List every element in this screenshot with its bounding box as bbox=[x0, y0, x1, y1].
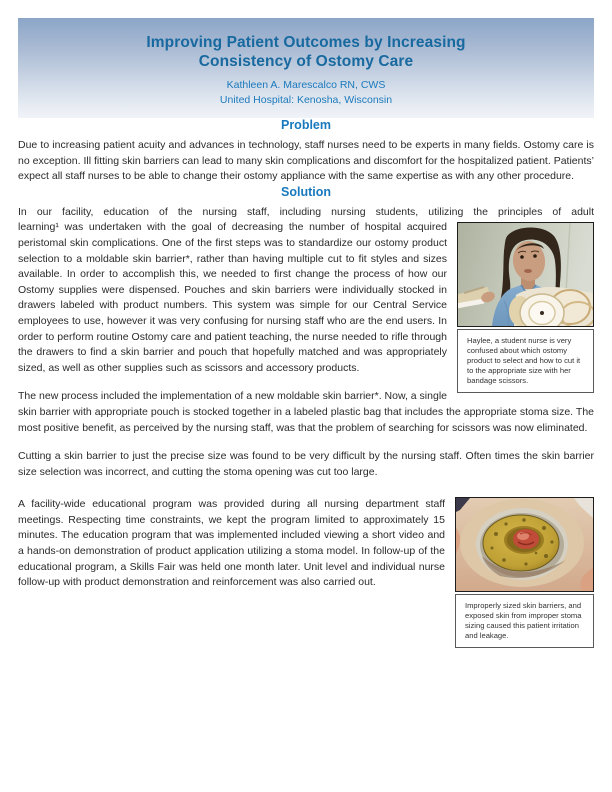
solution-paragraph-1 bbox=[18, 220, 594, 385]
solution-paragraph-4 bbox=[18, 497, 594, 640]
header-banner bbox=[18, 18, 594, 118]
solution-heading: Solution bbox=[281, 184, 331, 199]
solution-paragraph-4-text: A facility-wide educational program was provided during all nursing department staff meetings. Respecting time constraints, we kept the program limited to approximately 15 minutes. The education program that was implemented included viewing a short video and a hands-on demonstration of product application utilizing a stoma model. In follow-up of the educational program, a Skills Fair was held one month later. Unit level and individual nurse follow-up with product demonstration and reinforcement was also carried out. bbox=[18, 498, 445, 589]
poster-title-line1: Improving Patient Outcomes by Increasing bbox=[146, 34, 466, 51]
poster-body bbox=[18, 118, 594, 652]
figure-stoma bbox=[455, 497, 594, 648]
problem-paragraph: Due to increasing patient acuity and advances in technology, staff nurses need to be experts in many fields. Ostomy care is no exception. Ill fitting skin barriers can lead to many skin complications and discomfort for the hospitalized patient. Patients’ expect all staff nurses to be able to change their ostomy appliance with the same expertise as with any other procedure. bbox=[18, 139, 594, 183]
byline bbox=[18, 78, 594, 108]
author-affiliation: United Hospital: Kenosha, Wisconsin bbox=[219, 94, 393, 106]
solution-paragraph-2: The new process included the implementation of a new moldable skin barrier*. Now, a single skin barrier with appropriate pouch is stocked together in a labeled plastic bag that includes the appropriate stoma size. The most positive benefit, as perceived by the nursing staff, was that the problem of searching for scissors was now eliminated. bbox=[18, 390, 594, 434]
poster-title-line2: Consistency of Ostomy Care bbox=[198, 53, 414, 70]
stoma-photo bbox=[455, 497, 594, 592]
author-name: Kathleen A. Marescalco RN, CWS bbox=[226, 79, 386, 91]
student-nurse-photo bbox=[457, 222, 594, 327]
solution-paragraph-1-text: learning¹ was undertaken with the goal of decreasing the number of hospital acquired peristomal skin complications. One of the first steps was to standardize our ostomy product selection to a moldable skin barrier*, rather than having multiple cut to fit styles and sizes available. In order to accomplish this, we needed to first change the process of how our Ostomy supplies were dispensed. Pouches and skin barriers were individually stocked in drawers labeled with product numbers. This system was simple for our Central Service employees to use, however it was very confusing for nursing staff who are the end users. In order to perform routine Ostomy care and patient teaching, the nurse needed to rifle through the drawers to find a skin barrier and pouch that hopefully matched and was appropriately sized, as well as other supplies such as scissors and accessory products. bbox=[18, 221, 447, 374]
problem-heading: Problem bbox=[280, 118, 331, 132]
solution-paragraph-3: Cutting a skin barrier to just the precise size was found to be very difficult by the nursing staff. Often times the skin barrier size selection was incorrect, and cutting the stoma opening was cut too large. bbox=[18, 450, 594, 478]
figure-student-nurse bbox=[457, 222, 594, 393]
solution-paragraph-1-lead: In our facility, education of the nursing staff, including nursing students, utilizing the principles of adult bbox=[18, 205, 594, 218]
poster-title bbox=[18, 18, 594, 71]
student-nurse-caption: Haylee, a student nurse is very confused about which ostomy product to select and how to cut it to the appropriate size with her bandage scissors. bbox=[457, 329, 594, 393]
stoma-caption: Improperly sized skin barriers, and exposed skin from improper stoma sizing caused this patient irritation and leakage. bbox=[455, 594, 594, 648]
